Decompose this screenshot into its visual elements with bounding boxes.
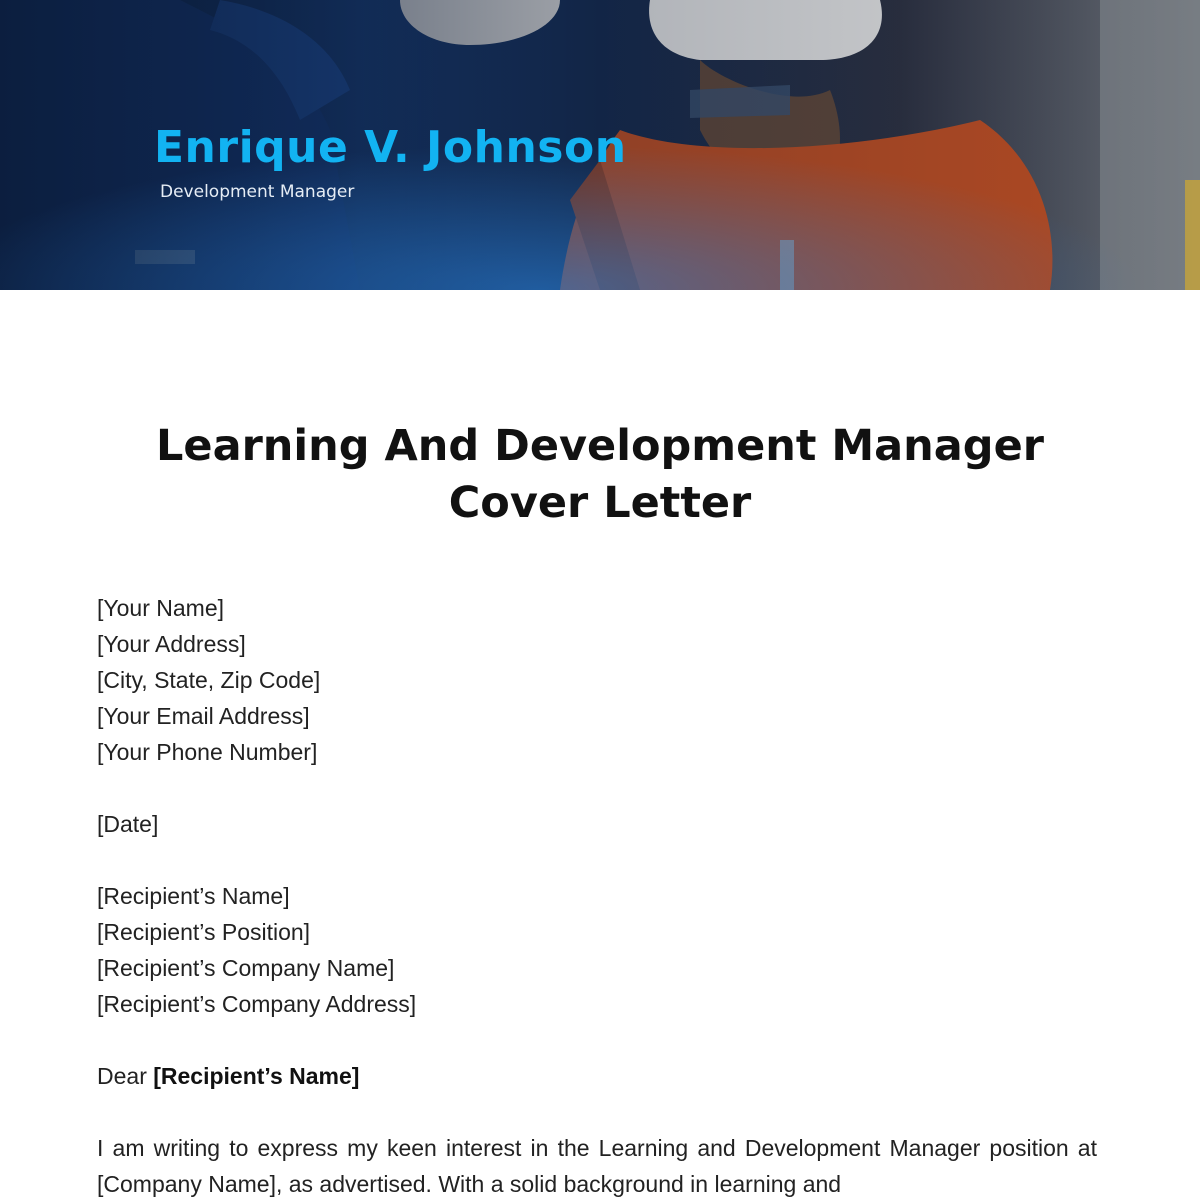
- sender-city-state-zip: [City, State, Zip Code]: [97, 667, 321, 693]
- banner-name: Enrique V. Johnson: [154, 122, 627, 173]
- sender-phone: [Your Phone Number]: [97, 739, 318, 765]
- header-banner: [0, 0, 1200, 290]
- date-block: [97, 806, 1097, 842]
- document-title-line2: Cover Letter: [448, 478, 752, 528]
- sender-block: [97, 590, 1097, 770]
- banner-job-title: Development Manager: [160, 182, 355, 202]
- recipient-name: [Recipient’s Name]: [97, 883, 290, 909]
- recipient-block: [97, 878, 1097, 1022]
- document-title-line1: Learning And Development Manager: [156, 421, 1044, 471]
- letter-date: [Date]: [97, 811, 159, 837]
- recipient-company-address: [Recipient’s Company Address]: [97, 991, 417, 1017]
- sender-address: [Your Address]: [97, 631, 246, 657]
- sender-email: [Your Email Address]: [97, 703, 310, 729]
- recipient-position: [Recipient’s Position]: [97, 919, 311, 945]
- sender-name: [Your Name]: [97, 595, 224, 621]
- document-title: [100, 418, 1100, 532]
- greeting-recipient-name: [Recipient’s Name]: [153, 1063, 360, 1089]
- body-paragraph-1: I am writing to express my keen interest in the Learning and Development Manager position at [Company Name], as advertised. With a solid background in learning and: [97, 1135, 1097, 1197]
- greeting: [97, 1058, 1097, 1094]
- greeting-salutation: Dear: [97, 1063, 147, 1089]
- recipient-company-name: [Recipient’s Company Name]: [97, 955, 395, 981]
